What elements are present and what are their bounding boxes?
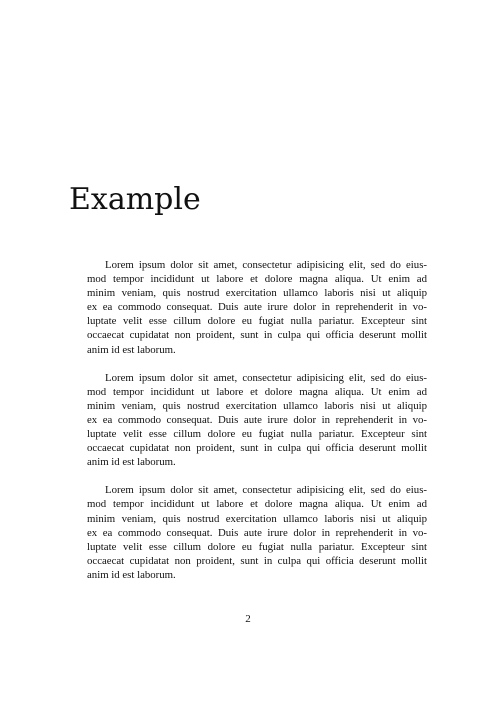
paragraph-1 [69,258,427,357]
paragraph-line: anim id est laborum. [87,456,176,469]
paragraph-line: luptate velit esse cillum dolore eu fugiat nulla pariatur. Excepteur sint [87,540,427,553]
paragraph-line: Lorem ipsum dolor sit amet, consectetur adipisicing elit, sed do eius- [105,259,427,271]
body-text [69,258,427,596]
paragraph-line: Lorem ipsum dolor sit amet, consectetur adipisicing elit, sed do eius- [105,484,427,497]
page-number: 2 [245,613,251,625]
paragraph-line: minim veniam, quis nostrud exercitation ullamco laboris nisi ut aliquip [87,399,427,412]
paragraph-line: mod tempor incididunt ut labore et dolore magna aliqua. Ut enim ad [87,273,427,286]
paragraph-line: ex ea commodo consequat. Duis aute irure dolor in reprehenderit in vo- [87,413,427,426]
paragraph-line: occaecat cupidatat non proident, sunt in culpa qui officia deserunt mollit [87,329,427,342]
paragraph-line: ex ea commodo consequat. Duis aute irure dolor in reprehenderit in vo- [87,301,427,314]
paragraph-line: Lorem ipsum dolor sit amet, consectetur adipisicing elit, sed do eius- [105,371,427,384]
paragraph-line: anim id est laborum. [87,568,176,581]
paragraph-2 [69,371,427,470]
paragraph-3 [69,483,427,582]
paragraph-line: minim veniam, quis nostrud exercitation ullamco laboris nisi ut aliquip [87,287,427,300]
paragraph-line: luptate velit esse cillum dolore eu fugiat nulla pariatur. Excepteur sint [87,315,427,328]
paragraph-line: occaecat cupidatat non proident, sunt in culpa qui officia deserunt mollit [87,554,427,567]
paragraph-line: occaecat cupidatat non proident, sunt in culpa qui officia deserunt mollit [87,442,427,455]
chapter-title: Example [69,182,201,217]
paragraph-line: minim veniam, quis nostrud exercitation ullamco laboris nisi ut aliquip [87,512,427,525]
paragraph-line: ex ea commodo consequat. Duis aute irure dolor in reprehenderit in vo- [87,526,427,539]
paragraph-line: luptate velit esse cillum dolore eu fugiat nulla pariatur. Excepteur sint [87,428,427,441]
paragraph-line: mod tempor incididunt ut labore et dolore magna aliqua. Ut enim ad [87,498,427,511]
paragraph-line: anim id est laborum. [87,343,176,356]
paragraph-line: mod tempor incididunt ut labore et dolore magna aliqua. Ut enim ad [87,385,427,398]
